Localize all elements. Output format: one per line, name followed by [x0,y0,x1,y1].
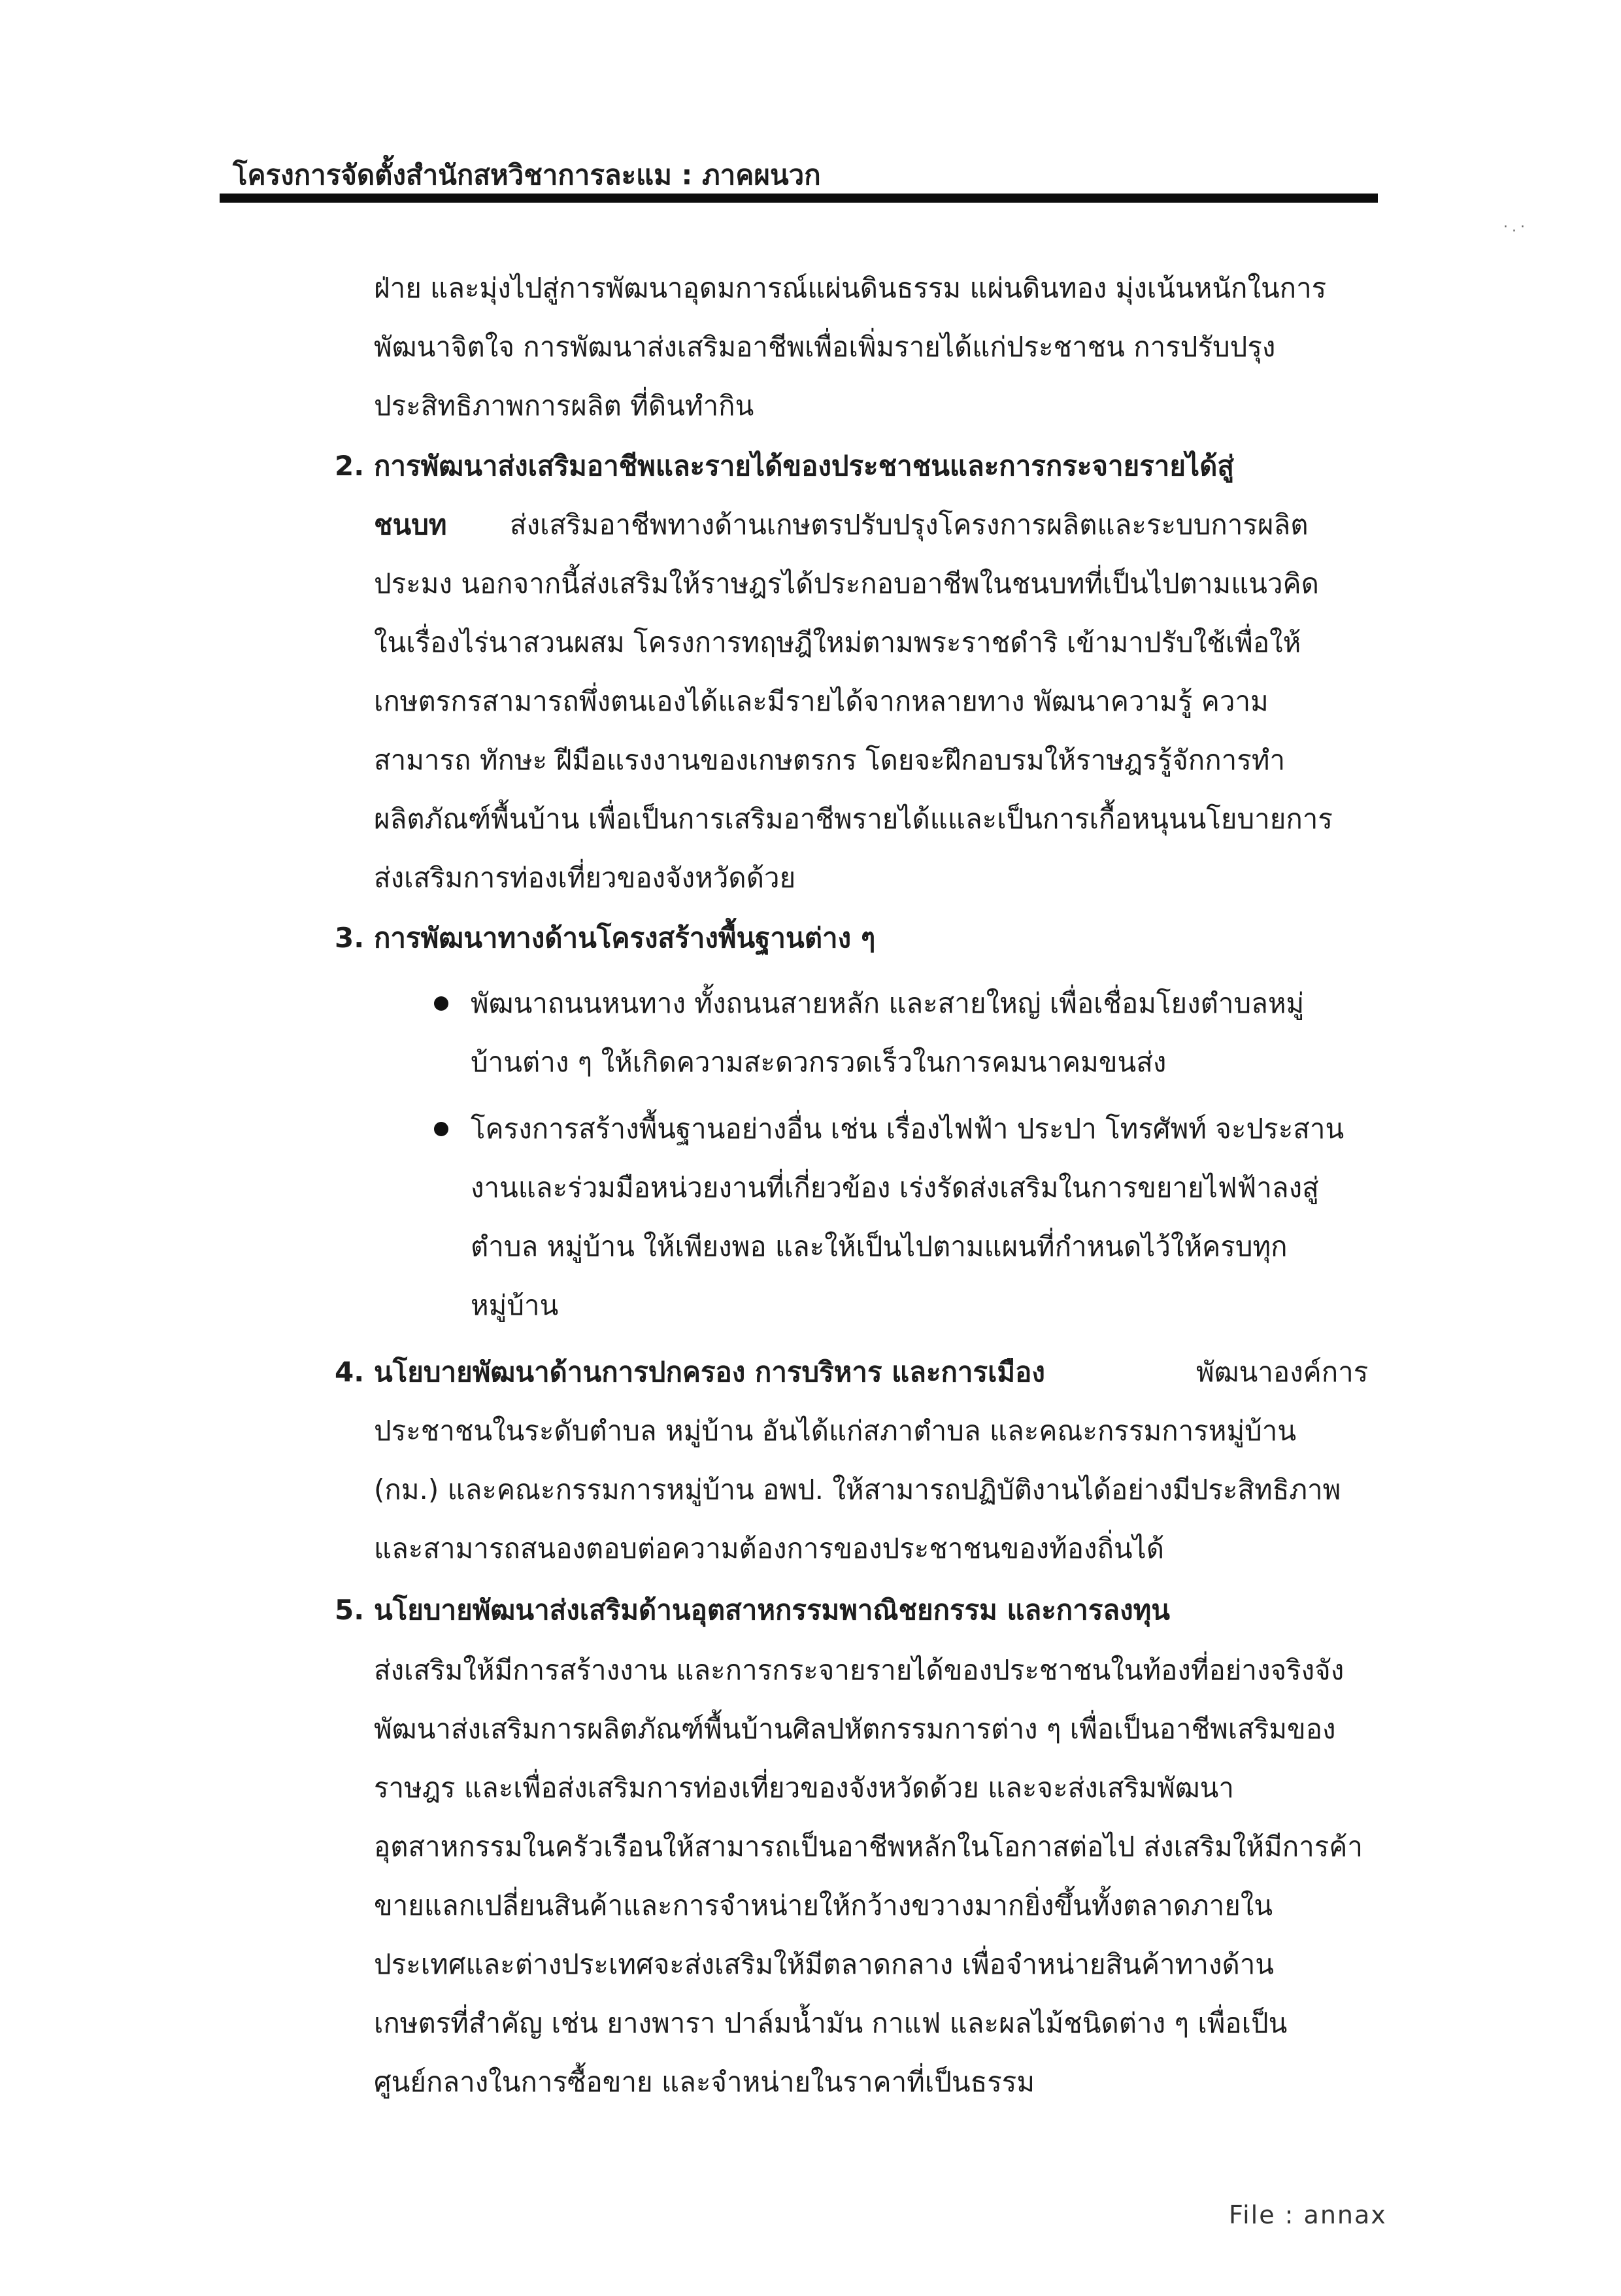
bullet-dot-icon [434,996,448,1011]
section-3-bullet-1-line: บ้านต่าง ๆ ให้เกิดความสะดวกรวดเร็วในการคมนาคมขนส่ง [471,1046,1167,1078]
section-3-bullet-1-line: พัฒนาถนนหนทาง ทั้งถนนสายหลัก และสายใหญ่ เพื่อเชื่อมโยงตำบลหมู่ [471,987,1305,1019]
section-5-line: ประเทศและต่างประเทศจะส่งเสริมให้มีตลาดกลาง เพื่อจำหน่ายสินค้าทางด้าน [374,1948,1275,1980]
header-rule [220,194,1378,203]
section-5-line: ราษฎร และเพื่อส่งเสริมการท่องเที่ยวของจังหวัดด้วย และจะส่งเสริมพัฒนา [374,1772,1234,1804]
scan-mark: ·.· [1503,219,1529,235]
section-3-bullet-2-line: ตำบล หมู่บ้าน ให้เพียงพอ และให้เป็นไปตามแผนที่กำหนดไว้ให้ครบทุก [471,1230,1288,1262]
section-4-number: 4. [335,1356,365,1388]
section-5-heading: นโยบายพัฒนาส่งเสริมด้านอุตสาหกรรมพาณิชยกรรม และการลงทุน [374,1594,1171,1626]
section-2-heading: การพัฒนาส่งเสริมอาชีพและรายได้ของประชาชนและการกระจายรายได้สู่ [374,450,1234,482]
section-4-heading: นโยบายพัฒนาด้านการปกครอง การบริหาร และการเมือง [374,1356,1045,1388]
section-2-line: ประมง นอกจากนี้ส่งเสริมให้ราษฎรได้ประกอบอาชีพในชนบทที่เป็นไปตามแนวคิด [374,567,1319,599]
section-5-line: พัฒนาส่งเสริมการผลิตภัณฑ์พื้นบ้านศิลปหัตกรรมการต่าง ๆ เพื่อเป็นอาชีพเสริมของ [374,1713,1336,1745]
section-2-number: 2. [335,450,365,482]
section-2-line: ส่งเสริมการท่องเที่ยวของจังหวัดด้วย [374,862,796,894]
section-2-line: ในเรื่องไร่นาสวนผสม โครงการทฤษฎีใหม่ตามพระราชดำริ เข้ามาปรับใช้เพื่อให้ [374,626,1301,658]
intro-line: ฝ่าย และมุ่งไปสู่การพัฒนาอุดมการณ์แผ่นดินธรรม แผ่นดินทอง มุ่งเน้นหนักในการ [374,272,1327,304]
section-2-line: ผลิตภัณฑ์พื้นบ้าน เพื่อเป็นการเสริมอาชีพรายได้แและเป็นการเกื้อหนุนนโยบายการ [374,803,1333,835]
section-3-bullet-2-line: โครงการสร้างพื้นฐานอย่างอื่น เช่น เรื่องไฟฟ้า ประปา โทรศัพท์ จะประสาน [471,1113,1345,1145]
section-3-bullet-2-line: หมู่บ้าน [471,1289,559,1321]
bullet-dot-icon [434,1122,448,1136]
section-5-line: ศูนย์กลางในการซื้อขาย และจำหน่ายในราคาที่เป็นธรรม [374,2066,1035,2098]
section-2-line: ส่งเสริมอาชีพทางด้านเกษตรปรับปรุงโครงการผลิตและระบบการผลิต [510,509,1309,541]
section-5-line: ส่งเสริมให้มีการสร้างงาน และการกระจายรายได้ของประชาชนในท้องที่อย่างจริงจัง [374,1654,1345,1686]
section-3-heading: การพัฒนาทางด้านโครงสร้างพื้นฐานต่าง ๆ [374,922,876,954]
section-5-number: 5. [335,1594,365,1626]
intro-line: ประสิทธิภาพการผลิต ที่ดินทำกิน [374,390,754,422]
section-5-line: ขายแลกเปลี่ยนสินค้าและการจำหน่ายให้กว้างขวางมากยิ่งขึ้นทั้งตลาดภายใน [374,1889,1273,1921]
section-3-number: 3. [335,922,365,954]
section-2-heading-cont: ชนบท [374,509,447,541]
section-5-line: เกษตรที่สำคัญ เช่น ยางพารา ปาล์มน้ำมัน กาแฟ และผลไม้ชนิดต่าง ๆ เพื่อเป็น [374,2007,1288,2039]
section-4-line: (กม.) และคณะกรรมการหมู่บ้าน อพป. ให้สามารถปฏิบัติงานได้อย่างมีประสิทธิภาพ [374,1474,1341,1506]
intro-line: พัฒนาจิตใจ การพัฒนาส่งเสริมอาชีพเพื่อเพิ่มรายได้แก่ประชาชน การปรับปรุง [374,331,1276,363]
footer-file-label: File : annax [1229,2201,1387,2229]
page-header-title: โครงการจัดตั้งสำนักสหวิชาการละแม : ภาคผนวก [233,159,821,191]
section-3-bullet-2-line: งานและร่วมมือหน่วยงานที่เกี่ยวข้อง เร่งรัดส่งเสริมในการขยายไฟฟ้าลงสู่ [471,1172,1319,1204]
section-2-line: เกษตรกรสามารถพึ่งตนเองได้และมีรายได้จากหลายทาง พัฒนาความรู้ ความ [374,685,1269,717]
section-4-line: และสามารถสนองตอบต่อความต้องการของประชาชนของท้องถิ่นได้ [374,1532,1165,1564]
section-4-heading-rest: พัฒนาองค์การ [1196,1356,1369,1388]
section-2-line: สามารถ ทักษะ ฝีมือแรงงานของเกษตรกร โดยจะฝึกอบรมให้ราษฎรรู้จักการทำ [374,744,1286,776]
section-5-line: อุตสาหกรรมในครัวเรือนให้สามารถเป็นอาชีพหลักในโอกาสต่อไป ส่งเสริมให้มีการค้า [374,1831,1363,1863]
section-4-line: ประชาชนในระดับตำบล หมู่บ้าน อันได้แก่สภาตำบล และคณะกรรมการหมู่บ้าน [374,1415,1297,1447]
